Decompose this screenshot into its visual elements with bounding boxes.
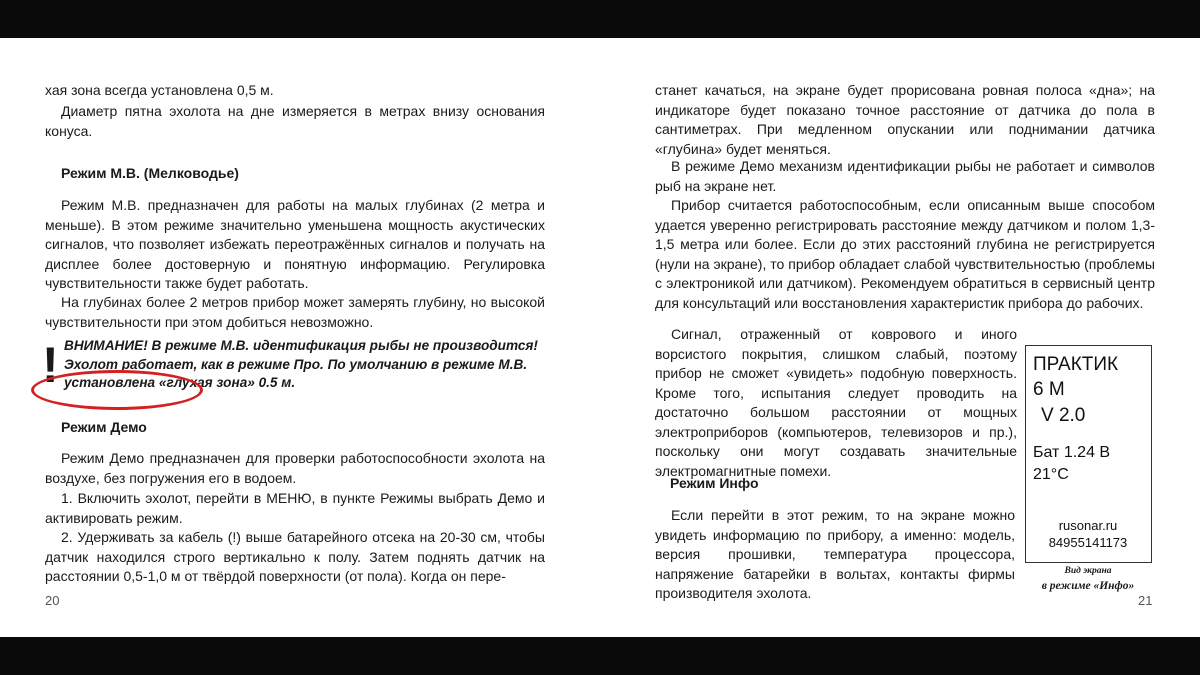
right-paragraph-4: Сигнал, отраженный от коврового и иного ворсистого покрытия, слишком слабый, поэтому прибор не сможет «увидеть» подобную поверхность. Кроме того, испытания следует проводить на достаточно большом расстоянии от мощных электроприборов (компьютеров, телевизоров и пр.), поскольку они могут создавать значительные электромагнитные помехи. bbox=[655, 326, 1017, 479]
right-paragraph-2: В режиме Демо механизм идентификации рыбы не работает и символов рыб на экране нет. bbox=[655, 158, 1155, 194]
left-paragraph-3: Режим М.В. предназначен для работы на малых глубинах (2 метра и меньше). В этом режиме значительно уменьшена мощность акустических сигналов, что позволяет избежать переотражённых сигналов и получать на дисплее более достоверную и понятную информацию. Регулировка чувствительности также будет работать. bbox=[45, 197, 545, 291]
info-model: ПРАКТИК bbox=[1033, 354, 1119, 375]
info-battery: Бат 1.24 В bbox=[1033, 444, 1111, 461]
warning-text: ВНИМАНИЕ! В режиме М.В. идентификация рыбы не производится! Эхолот работает, как в режиме Про. По умолчанию в режиме М.В. установлена «глухая зона» 0.5 м. bbox=[64, 338, 538, 390]
info-site: rusonar.ru bbox=[1058, 518, 1118, 533]
left-paragraph-1: хая зона всегда установлена 0,5 м. bbox=[45, 82, 274, 98]
figure-caption-line-2: в режиме «Инфо» bbox=[1041, 580, 1135, 592]
right-paragraph-5: Если перейти в этот режим, то на экране можно увидеть информацию по прибору, а именно: модель, версия прошивки, температура процессора, напряжение батарейки в вольтах, контакты фирмы производителя эхолота. bbox=[655, 507, 1015, 601]
heading-demo-mode: Режим Демо bbox=[61, 419, 147, 435]
page-number-right: 21 bbox=[1138, 593, 1153, 608]
info-screen-display bbox=[1025, 345, 1152, 563]
info-temperature: 21°C bbox=[1033, 466, 1069, 483]
right-paragraph-1: станет качаться, на экране будет прорисована ровная полоса «дна»; на индикаторе будет показано точное расстояние от датчика до пола в сантиметрах. При медленном опускании или поднимании датчика «глубина» будет меняться. bbox=[655, 82, 1155, 157]
left-paragraph-7: 2. Удерживать за кабель (!) выше батарейного отсека на 20-30 см, чтобы датчик находился строго вертикально к полу. Затем поднять датчик на расстоянии 0,5-1,0 м от твёрдой поверхности (от пола). Когда он пере- bbox=[45, 529, 545, 584]
info-variant: 6 М bbox=[1033, 379, 1065, 400]
left-paragraph-5: Режим Демо предназначен для проверки работоспособности эхолота на воздухе, без погружения его в водоем. bbox=[45, 450, 545, 486]
heading-info-mode: Режим Инфо bbox=[670, 475, 759, 491]
left-paragraph-2: Диаметр пятна эхолота на дне измеряется в метрах внизу основания конуса. bbox=[45, 103, 545, 139]
info-phone: 84955141173 bbox=[1048, 535, 1128, 550]
figure-caption-line-1: Вид экрана bbox=[1064, 566, 1112, 576]
left-paragraph-4: На глубинах более 2 метров прибор может замерять глубину, но высокой чувствительности при этом добиться невозможно. bbox=[45, 294, 545, 330]
right-paragraph-3: Прибор считается работоспособным, если описанным выше способом удается уверенно регистрировать расстояние между датчиком и полом 1,3-1,5 метра или более. Если до этих расстояний глубина не регистрируется (нули на экране), то прибор обладает слабой чувствительностью (проблемы с электроникой или датчиком). Рекомендуем обратиться в сервисный центр для консультаций или восстановления характеристик прибора до рабочих. bbox=[655, 197, 1155, 311]
top-black-bar bbox=[0, 0, 1200, 38]
heading-mv-mode: Режим М.В. (Мелководье) bbox=[61, 165, 239, 181]
page-number-left: 20 bbox=[45, 593, 60, 608]
highlight-circle bbox=[31, 370, 203, 410]
left-paragraph-6: 1. Включить эхолот, перейти в МЕНЮ, в пункте Режимы выбрать Демо и активировать режим. bbox=[45, 490, 545, 526]
info-version: V 2.0 bbox=[1041, 405, 1086, 426]
warning-exclamation-icon: ! bbox=[42, 337, 59, 393]
bottom-black-bar bbox=[0, 637, 1200, 675]
